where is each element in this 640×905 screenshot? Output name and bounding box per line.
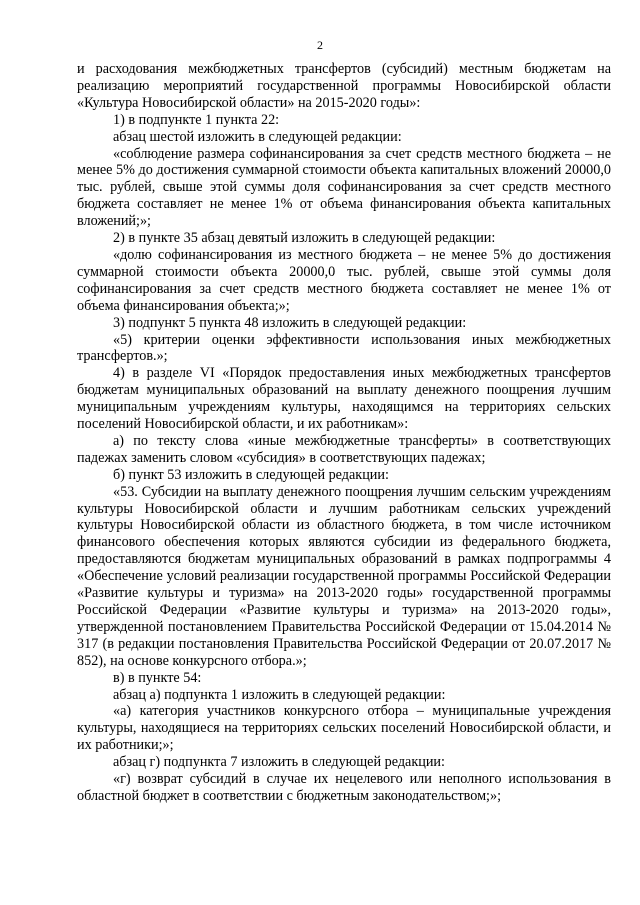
paragraph: абзац шестой изложить в следующей редакции: <box>113 128 402 145</box>
paragraph: 1) в подпункте 1 пункта 22: <box>113 111 280 128</box>
paragraph: «соблюдение размера софинансирования за счет средств местного бюджета – не менее 5% до достижения суммарной стоимости объекта капитальных вложений 20000,0 тыс. рублей, свыше этой суммы доля софинансирования за счет средств местного бюджета составляет не менее 1% от объема финансирования объекта капитальных вложений;»; <box>77 145 611 230</box>
document-body <box>77 61 611 805</box>
paragraph: «г) возврат субсидий в случае их нецелевого или неполного использования в областной бюджет в соответствии с бюджетным законодательством;»; <box>77 771 611 804</box>
paragraph: и расходования межбюджетных трансфертов (субсидий) местным бюджетам на реализацию мероприятий государственной программы Новосибирской области «Культура Новосибирской области» на 2015-2020 годы»: <box>77 61 611 111</box>
paragraph: абзац г) подпункта 7 изложить в следующей редакции: <box>113 754 445 771</box>
paragraph: 2) в пункте 35 абзац девятый изложить в следующей редакции: <box>113 230 496 247</box>
page-number: 2 <box>317 38 323 52</box>
paragraph: б) пункт 53 изложить в следующей редакции: <box>113 466 389 483</box>
paragraph: «53. Субсидии на выплату денежного поощрения лучшим сельским учреждениям культуры Новосибирской области и лучшим работникам сельских учреждений культуры Новосибирской области из областного бюджета, в том числе источником финансового обеспечения которых являются субсидии из федерального бюджета, предоставляются бюджетам муниципальных образований в рамках подпрограммы 4 «Обеспечение условий реализации государственной программы Российской Федерации «Развитие культуры и туризма» на 2013-2020 годы» государственной программы Российской Федерации «Развитие культуры и туризма» на 2013-2020 годы», утвержденной постановлением Правительства Российской Федерации от 15.04.2014 № 317 (в редакции постановления Правительства Российской Федерации от 20.07.2017 № 852), на основе конкурсного отбора.»; <box>77 483 611 669</box>
paragraph: 3) подпункт 5 пункта 48 изложить в следующей редакции: <box>113 314 467 331</box>
paragraph: в) в пункте 54: <box>113 669 202 686</box>
paragraph: а) по тексту слова «иные межбюджетные трансферты» в соответствующих падежах заменить словом «субсидия» в соответствующих падежах; <box>77 432 611 466</box>
paragraph: 4) в разделе VI «Порядок предоставления иных межбюджетных трансфертов бюджетам муниципальных образований на выплату денежного поощрения лучшим муниципальным учреждениям культуры, находящимся на территориях сельских поселений Новосибирской области, и их работникам»: <box>77 365 611 433</box>
paragraph: «а) категория участников конкурсного отбора – муниципальные учреждения культуры, находящиеся на территориях сельских поселений Новосибирской области, и их работники;»; <box>77 703 611 754</box>
paragraph: «5) критерии оценки эффективности использования иных межбюджетных трансфертов.»; <box>77 331 611 365</box>
paragraph: «долю софинансирования из местного бюджета – не менее 5% до достижения суммарной стоимости объекта 20000,0 тыс. рублей, свыше этой суммы доля софинансирования за счет средств местного бюджета составляет не менее 1% от объема финансирования объекта;»; <box>77 246 611 314</box>
paragraph: абзац а) подпункта 1 изложить в следующей редакции: <box>113 686 446 703</box>
